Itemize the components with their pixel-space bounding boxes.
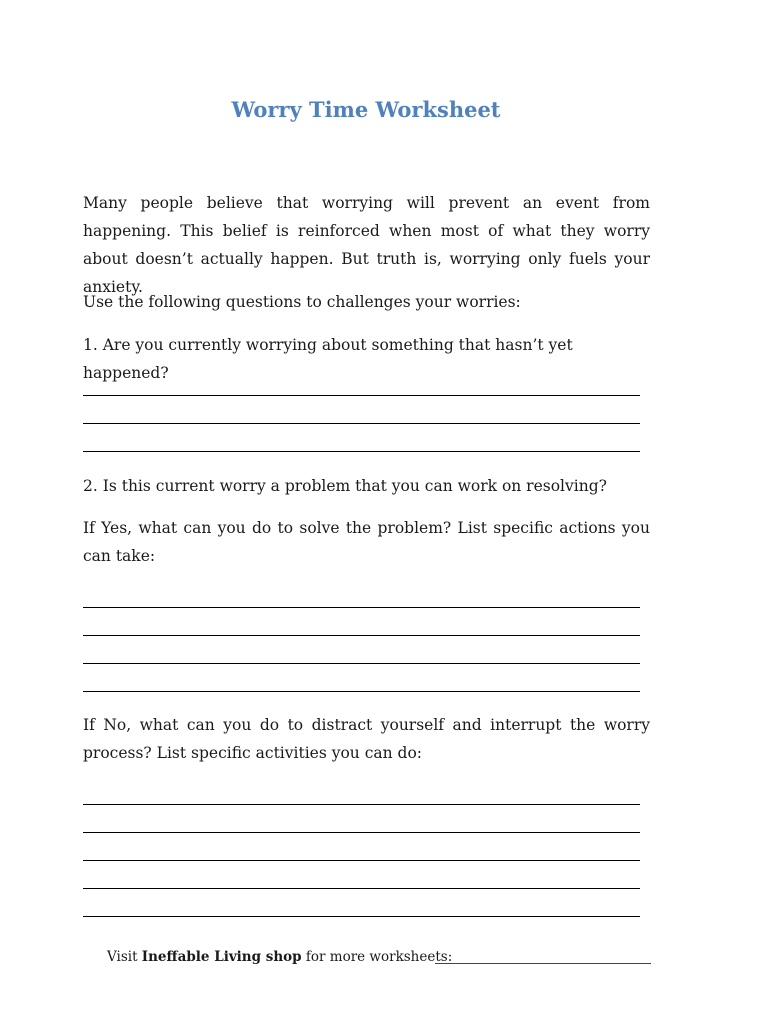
footer-text [107, 945, 452, 969]
answer-line[interactable] [83, 888, 640, 889]
answer-line[interactable] [83, 451, 640, 452]
question-2: 2. Is this current worry a problem that you can work on resolving? [83, 477, 607, 495]
answer-line[interactable] [83, 635, 640, 636]
footer-prefix: Visit [107, 949, 142, 965]
answer-line[interactable] [83, 860, 640, 861]
answer-line[interactable] [83, 832, 640, 833]
shop-link[interactable] [435, 963, 651, 964]
intro-paragraph: Many people believe that worrying will prevent an event from happening. This belief is reinforced when most of what they worry about doesn’t actually happen. But truth is, worrying only fuels your anxiety. [83, 194, 650, 296]
instruction-text: Use the following questions to challenges your worries: [83, 293, 521, 311]
shop-name: Ineffable Living shop [141, 949, 302, 965]
if-no-prompt: If No, what can you do to distract yourself and interrupt the worry process? List specific activities you can do: [83, 716, 650, 762]
if-yes-prompt: If Yes, what can you do to solve the problem? List specific actions you can take: [83, 519, 650, 565]
page-title: Worry Time Worksheet [231, 97, 501, 122]
answer-line[interactable] [83, 607, 640, 608]
answer-line[interactable] [83, 916, 640, 917]
question-1: 1. Are you currently worrying about something that hasn’t yet happened? [83, 336, 573, 382]
answer-line[interactable] [83, 663, 640, 664]
answer-line[interactable] [83, 395, 640, 396]
answer-line[interactable] [83, 804, 640, 805]
footer-suffix: for more worksheets: [301, 949, 453, 965]
answer-line[interactable] [83, 691, 640, 692]
answer-line[interactable] [83, 423, 640, 424]
